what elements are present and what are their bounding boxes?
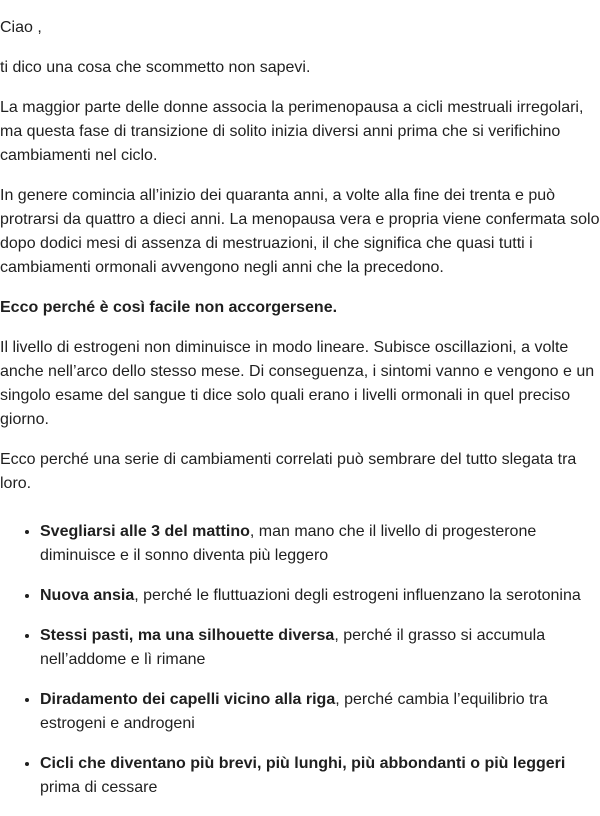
list-item-bold: Diradamento dei capelli vicino alla riga <box>40 691 336 708</box>
list-item <box>40 584 600 608</box>
list-item-bold: Stessi pasti, ma una silhouette diversa <box>40 627 335 644</box>
paragraph-timing: In genere comincia all’inizio dei quaranta anni, a volte alla fine dei trenta e può protrarsi da quattro a dieci anni. La menopausa vera e propria viene confermata solo dopo dodici mesi di assenza di mestruazioni, il che significa che quasi tutti i cambiamenti ormonali avvengono negli anni che la precedono. <box>0 187 600 276</box>
list-item <box>40 752 600 800</box>
intro-line: ti dico una cosa che scommetto non sapevi. <box>0 59 311 76</box>
paragraph-perimenopause: La maggior parte delle donne associa la perimenopausa a cicli mestruali irregolari, ma questa fase di transizione di solito inizia diversi anni prima che si verifichino cambiamenti nel ciclo. <box>0 99 584 164</box>
list-item-bold: Nuova ansia <box>40 587 135 604</box>
list-item-text: , perché le fluttuazioni degli estrogeni influenzano la serotonina <box>134 587 581 604</box>
list-item-text: , perché cambia l’equilibrio tra estrogeni e androgeni <box>40 691 548 732</box>
paragraph-estrogen: Il livello di estrogeni non diminuisce in modo lineare. Subisce oscillazioni, a volte anche nell’arco dello stesso mese. Di conseguenza, i sintomi vanno e vengono e un singolo esame del sangue ti dice solo quali erano i livelli ormonali in quel preciso giorno. <box>0 339 595 428</box>
list-item <box>40 688 600 736</box>
list-item <box>40 624 600 672</box>
bold-heading <box>0 296 600 320</box>
paragraph-changes: Ecco perché una serie di cambiamenti correlati può sembrare del tutto slegata tra loro. <box>0 451 577 492</box>
list-item-text: , man mano che il livello di progesterone diminuisce e il sonno diventa più leggero <box>40 523 537 564</box>
greeting: Ciao , <box>0 19 42 36</box>
list-item-bold: Svegliarsi alle 3 del mattino <box>40 523 250 540</box>
list-item <box>40 520 600 568</box>
list-item-text: , perché il grasso si accumula nell’addome e lì rimane <box>40 627 546 668</box>
list-item-bold: Cicli che diventano più brevi, più lunghi, più abbondanti o più leggeri <box>40 755 566 772</box>
email-body <box>0 16 600 816</box>
list-item-text: prima di cessare <box>40 779 158 796</box>
symptom-list <box>0 520 600 800</box>
bold-heading-text: Ecco perché è così facile non accorgersene. <box>0 299 338 316</box>
